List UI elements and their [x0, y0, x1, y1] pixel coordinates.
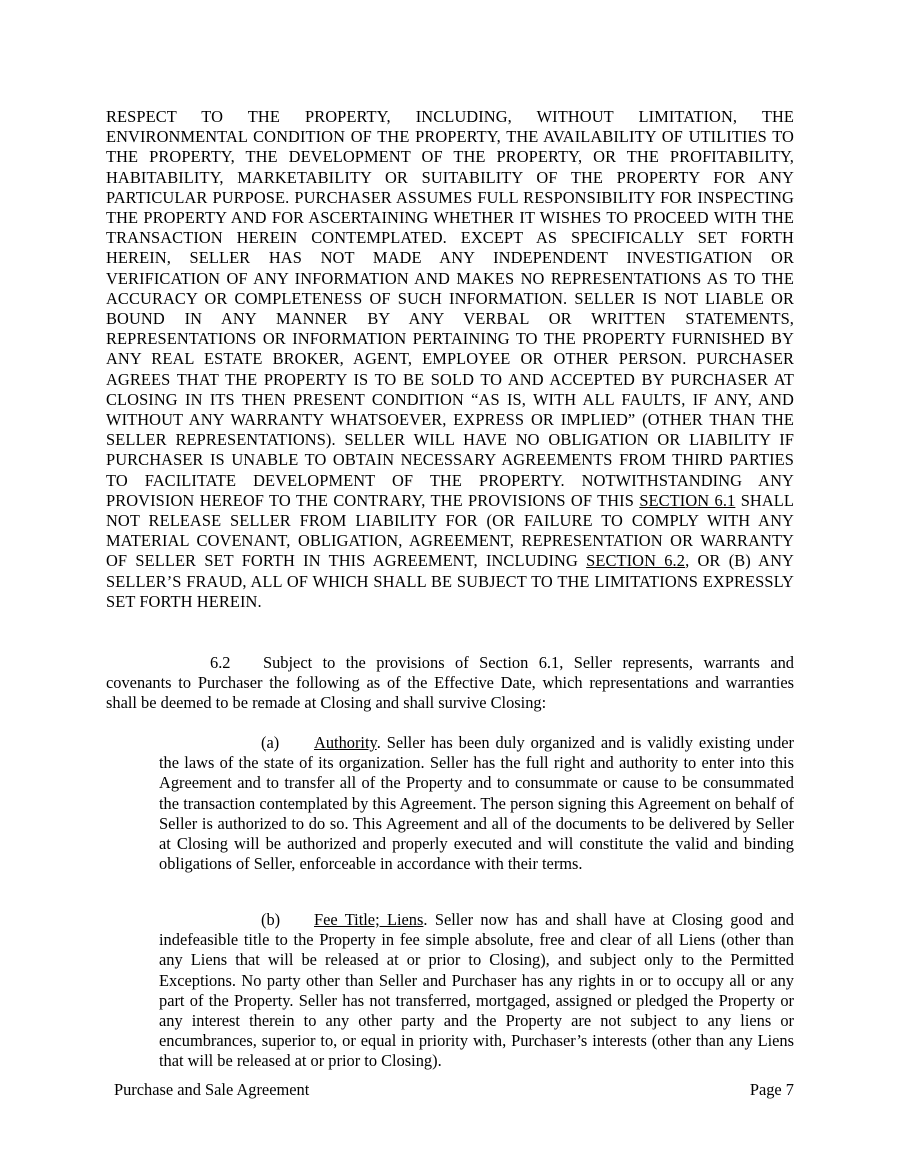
subsection-a-number: (a)	[261, 733, 280, 752]
section-6-2-number: 6.2	[210, 653, 231, 672]
footer-document-title: Purchase and Sale Agreement	[114, 1080, 310, 1099]
section-6-1-reference: SECTION 6.1	[639, 490, 736, 510]
subsection-a-heading: Authority	[314, 733, 377, 752]
disclaimer-text-part-2: SHALL NOT RELEASE SELLER FROM LIABILITY FOR (OR FAILURE TO COMPLY WITH ANY MATERIAL COVENANT, OBLIGATION, AGREEMENT, REPRESENTATION OR WARRANTY OF SELLER SET FORTH IN THIS AGREEMENT, INCLUDING	[106, 490, 795, 571]
footer-page-number: Page 7	[749, 1080, 794, 1099]
subsection-b-heading: Fee Title; Liens	[314, 910, 424, 929]
subsection-b-text: . Seller now has and shall have at Closing good and indefeasible title to the Property in fee simple absolute, free and clear of all Liens (other than any Liens that will be released at or prior to Closing), and subject only to the Permitted Exceptions. No party other than Seller and Purchaser has any rights in or to occupy all or any part of the Property. Seller has not transferred, mortgaged, assigned or pledged the Property or any interest therein to any other party and the Property are not subject to any liens or encumbrances, superior to, or equal in priority with, Purchaser’s interests (other than any Liens that will be released at or prior to Closing).	[159, 910, 794, 1071]
subsection-a-text: . Seller has been duly organized and is validly existing under the laws of the state of its organization. Seller has the full right and authority to enter into this Agreement and to transfer all of the Property and to consummate or cause to be consummated the transaction contemplated by this Agreement. The person signing this Agreement on behalf of Seller is authorized to do so. This Agreement and all of the documents to be delivered by Seller at Closing will be authorized and properly executed and will constitute the valid and binding obligations of Seller, enforceable in accordance with their terms.	[159, 733, 794, 874]
subsection-b-number: (b)	[261, 910, 281, 929]
disclaimer-paragraph	[106, 107, 794, 612]
subsection-a-paragraph	[159, 733, 794, 874]
disclaimer-text-part-1: RESPECT TO THE PROPERTY, INCLUDING, WITHOUT LIMITATION, THE ENVIRONMENTAL CONDITION OF THE PROPERTY, THE AVAILABILITY OF UTILITIES TO THE PROPERTY, THE DEVELOPMENT OF THE PROPERTY, OR THE PROFITABILITY, HABITABILITY, MARKETABILITY OR SUITABILITY OF THE PROPERTY FOR ANY PARTICULAR PURPOSE. PURCHASER ASSUMES FULL RESPONSIBILITY FOR INSPECTING THE PROPERTY AND FOR ASCERTAINING WHETHER IT WISHES TO PROCEED WITH THE TRANSACTION HEREIN CONTEMPLATED. EXCEPT AS SPECIFICALLY SET FORTH HEREIN, SELLER HAS NOT MADE ANY INDEPENDENT INVESTIGATION OR VERIFICATION OF ANY INFORMATION AND MAKES NO REPRESENTATIONS AS TO THE ACCURACY OR COMPLETENESS OF SUCH INFORMATION. SELLER IS NOT LIABLE OR BOUND IN ANY MANNER BY ANY VERBAL OR WRITTEN STATEMENTS, REPRESENTATIONS OR INFORMATION PERTAINING TO THE PROPERTY FURNISHED BY ANY REAL ESTATE BROKER, AGENT, EMPLOYEE OR OTHER PERSON. PURCHASER AGREES THAT THE PROPERTY IS TO BE SOLD TO AND ACCEPTED BY PURCHASER AT CLOSING IN ITS THEN PRESENT CONDITION “AS IS, WITH ALL FAULTS, IF ANY, AND WITHOUT ANY WARRANTY WHATSOEVER, EXPRESS OR IMPLIED” (OTHER THAN THE SELLER REPRESENTATIONS). SELLER WILL HAVE NO OBLIGATION OR LIABILITY IF PURCHASER IS UNABLE TO OBTAIN NECESSARY AGREEMENTS FROM THIRD PARTIES TO FACILITATE DEVELOPMENT OF THE PROPERTY. NOTWITHSTANDING ANY PROVISION HEREOF TO THE CONTRARY, THE PROVISIONS OF THIS	[106, 107, 794, 510]
subsection-b-paragraph	[159, 910, 794, 1072]
disclaimer-text-part-3: , OR (B) ANY SELLER’S FRAUD, ALL OF WHICH SHALL BE SUBJECT TO THE LIMITATIONS EXPRESSLY SET FORTH HEREIN.	[106, 551, 794, 611]
section-6-2-text: Subject to the provisions of Section 6.1, Seller represents, warrants and covenants to Purchaser the following as of the Effective Date, which representations and warranties shall be deemed to be remade at Closing and shall survive Closing:	[106, 653, 794, 713]
section-6-2-paragraph	[106, 653, 794, 714]
section-6-2-reference: SECTION 6.2	[586, 551, 686, 571]
